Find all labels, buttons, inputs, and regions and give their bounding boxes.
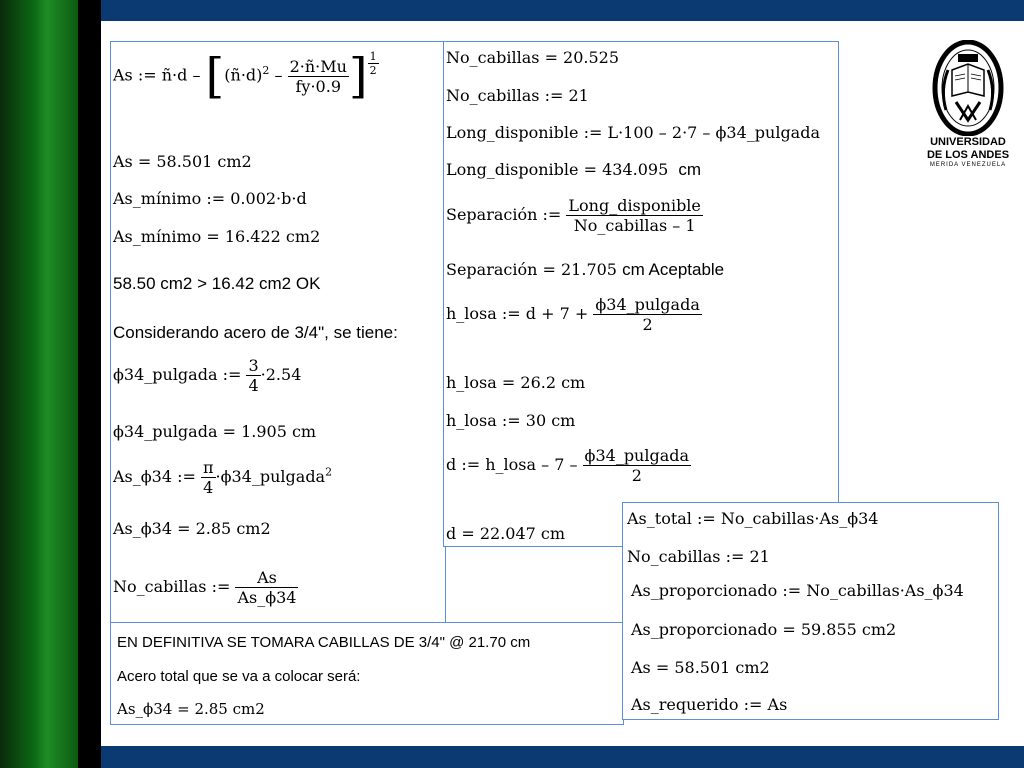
as-req-definition: As_requerido := As xyxy=(631,695,788,714)
d-value: d = 22.047 cm xyxy=(446,524,566,543)
as34-def-sq: 2 xyxy=(325,465,333,479)
sep-den: No_cabillas – 1 xyxy=(573,216,696,235)
phi-fraction xyxy=(246,356,260,395)
phi-def-lhs: ϕ34_pulgada := xyxy=(113,365,247,384)
as-prop-value: As_proporcionado = 59.855 cm2 xyxy=(631,620,897,639)
d-num: ϕ34_pulgada xyxy=(584,446,690,465)
logo-line1: UNIVERSIDAD xyxy=(930,136,1006,148)
left-black-bar xyxy=(78,0,101,768)
as-def-den: fy·0.9 xyxy=(295,76,341,96)
as-def-fraction xyxy=(288,57,349,96)
left-green-bar xyxy=(0,0,78,768)
as34-fraction xyxy=(201,458,216,497)
phi-num: 3 xyxy=(248,356,259,375)
long-unit: cm xyxy=(678,160,702,179)
as-min-definition: As_mínimo := 0.002·b·d xyxy=(113,189,307,208)
sep-num: Long_disponible xyxy=(568,196,701,215)
university-logo xyxy=(922,40,1014,168)
phi-def-rhs: ·2.54 xyxy=(260,365,302,384)
as34-num: π xyxy=(203,458,214,477)
sep-fraction xyxy=(566,196,703,235)
bottom-as34-value: As_ϕ34 = 2.85 cm2 xyxy=(117,700,265,718)
nocab-num: As xyxy=(235,568,298,588)
d-den: 2 xyxy=(631,466,642,485)
as-total-definition: As_total := No_cabillas·As_ϕ34 xyxy=(627,509,879,528)
logo-line3: MERIDA VENEZUELA xyxy=(929,162,1007,168)
as-def-exp-den: 2 xyxy=(369,64,377,77)
nocab-assign: No_cabillas := 21 xyxy=(446,86,589,105)
d-fraction xyxy=(583,446,692,485)
right-nocab-assign: No_cabillas := 21 xyxy=(627,547,770,566)
bottom-summary-panel xyxy=(110,622,624,725)
nocab-value: No_cabillas = 20.525 xyxy=(446,48,620,67)
total-steel-text: Acero total que se va a colocar será: xyxy=(117,668,361,685)
long-definition: Long_disponible := L·100 – 2·7 – ϕ34_pulgada xyxy=(446,123,820,142)
nocab-def-lhs: No_cabillas := xyxy=(113,577,236,596)
right-as-value: As = 58.501 cm2 xyxy=(631,658,770,677)
as-def-inner: (ñ·d) xyxy=(224,65,263,85)
hlosa-den: 2 xyxy=(642,315,653,334)
as-def-lhs: As := ñ·d – xyxy=(113,65,206,85)
as34-def-lhs: As_ϕ34 := xyxy=(113,467,201,486)
as-def-sq: 2 xyxy=(262,64,270,78)
considering-text: Considerando acero de 3/4", se tiene: xyxy=(113,323,398,342)
as34-def-rhs: ·ϕ34_pulgada xyxy=(215,467,326,486)
nocab-definition xyxy=(113,568,298,607)
as-definition xyxy=(113,48,379,104)
as-def-minus: – xyxy=(269,65,288,85)
as-def-num: 2·ñ·Mu xyxy=(289,56,347,76)
top-blue-bar xyxy=(101,0,1024,21)
logo-line2: DE LOS ANDES xyxy=(926,149,1010,161)
middle-calc-panel xyxy=(443,41,839,547)
left-calc-panel xyxy=(110,41,446,627)
bottom-blue-bar xyxy=(101,746,1024,768)
phi-den: 4 xyxy=(248,376,259,395)
hlosa-fraction xyxy=(593,295,702,334)
as34-value: As_ϕ34 = 2.85 cm2 xyxy=(113,519,271,538)
hlosa-def-lhs: h_losa := d + 7 + xyxy=(446,304,594,323)
right-calc-panel xyxy=(622,502,999,720)
hlosa-definition xyxy=(446,295,702,334)
sep-def-lhs: Separación := xyxy=(446,205,567,224)
nocab-den: As_ϕ34 xyxy=(237,588,297,607)
phi-value: ϕ34_pulgada = 1.905 cm xyxy=(113,422,317,441)
sep-unit: cm Aceptable xyxy=(622,260,725,279)
as34-den: 4 xyxy=(203,478,214,497)
bracket-open: [ xyxy=(205,48,225,104)
phi-definition xyxy=(113,356,301,395)
comparison-text: 58.50 cm2 > 16.42 cm2 OK xyxy=(113,274,321,293)
long-value: Long_disponible = 434.095 xyxy=(446,160,669,179)
sep-definition xyxy=(446,196,703,235)
as34-definition xyxy=(113,458,332,497)
as-value: As = 58.501 cm2 xyxy=(113,152,252,171)
long-value-line xyxy=(446,160,701,180)
bracket-close: ] xyxy=(348,48,368,104)
as-def-exp-num: 1 xyxy=(369,50,377,63)
hlosa-assign: h_losa := 30 cm xyxy=(446,411,576,430)
university-seal-icon xyxy=(932,40,1004,136)
sep-value-line xyxy=(446,260,724,280)
definitive-text: EN DEFINITIVA SE TOMARA CABILLAS DE 3/4" @ 21.70 cm xyxy=(117,634,531,651)
hlosa-num: ϕ34_pulgada xyxy=(595,295,700,314)
sep-value: Separación = 21.705 xyxy=(446,260,617,279)
as-prop-definition: As_proporcionado := No_cabillas·As_ϕ34 xyxy=(631,581,964,600)
as-min-value: As_mínimo = 16.422 cm2 xyxy=(113,227,321,246)
d-definition xyxy=(446,446,691,485)
nocab-fraction xyxy=(235,568,298,607)
hlosa-value: h_losa = 26.2 cm xyxy=(446,373,586,392)
as-def-exponent xyxy=(368,50,379,77)
d-def-lhs: d := h_losa – 7 – xyxy=(446,455,583,474)
